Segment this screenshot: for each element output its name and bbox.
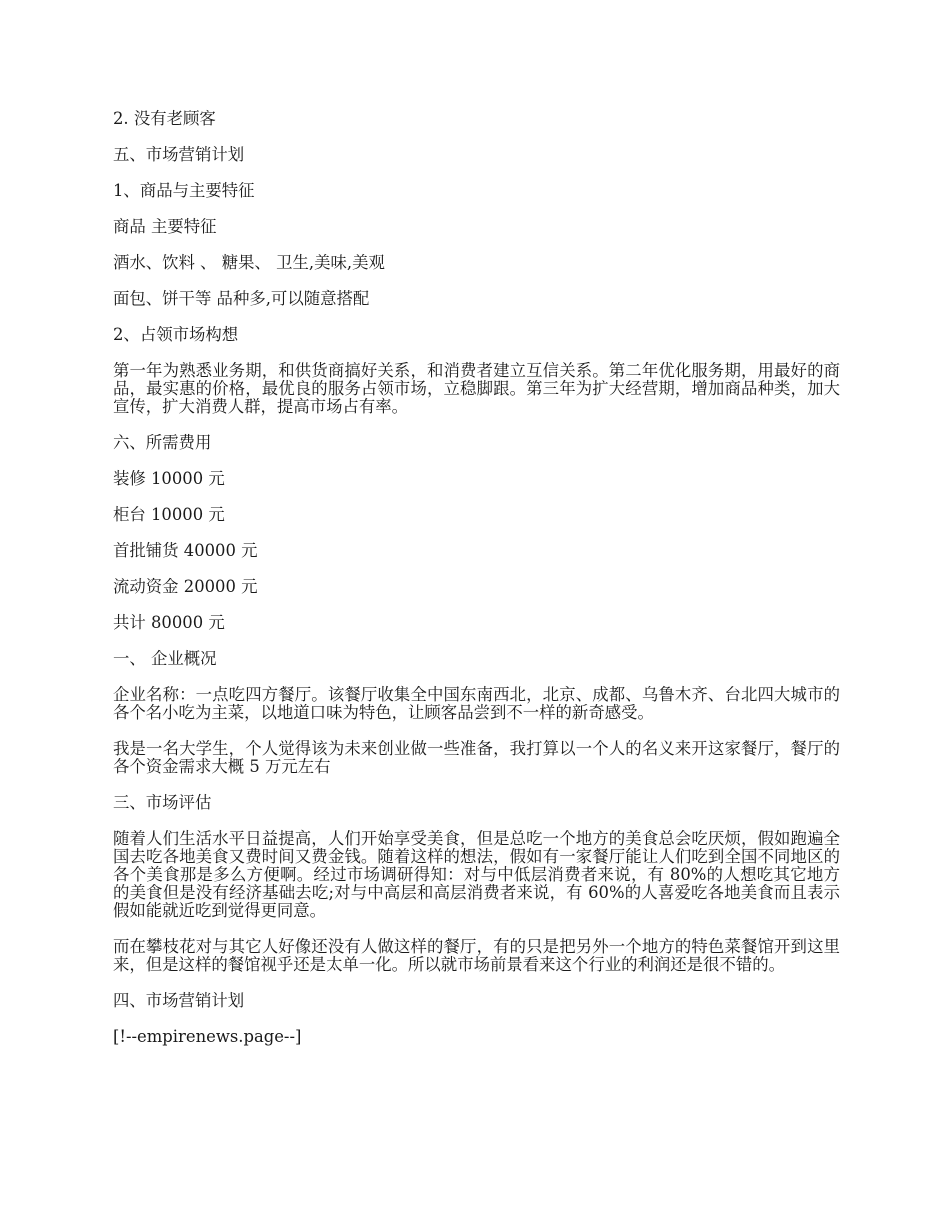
paragraph-market-outlook: 而在攀枝花对与其它人好像还没有人做这样的餐厅，有的只是把另外一个地方的特色菜餐馆开到这里来，但是这样的餐馆视乎还是太单一化。所以就市场前景看来这个行业的利润还是很不错的。 bbox=[113, 937, 840, 974]
product-line-bread: 面包、饼干等 品种多,可以随意搭配 bbox=[113, 289, 370, 308]
paragraph-company-name: 企业名称：一点吃四方餐厅。该餐厅收集全中国东南西北，北京、成都、乌鲁木齐、台北四大城市的各个名小吃为主菜，以地道口味为特色，让顾客品尝到不一样的新奇感受。 bbox=[113, 685, 840, 722]
section-heading-marketing-plan: 五、市场营销计划 bbox=[113, 145, 245, 164]
cost-line-first-stock: 首批铺货 40000 元 bbox=[113, 541, 258, 560]
section-heading-company-overview: 一、 企业概况 bbox=[113, 649, 217, 668]
cost-line-renovation: 装修 10000 元 bbox=[113, 469, 225, 488]
table-header-line: 商品 主要特征 bbox=[113, 217, 217, 236]
page-break-marker: [!--empirenews.page--] bbox=[113, 1027, 302, 1046]
list-item-no-old-customers: 2. 没有老顾客 bbox=[113, 109, 216, 128]
cost-line-total: 共计 80000 元 bbox=[113, 613, 225, 632]
cost-line-counter: 柜台 10000 元 bbox=[113, 505, 225, 524]
subheading-market-concept: 2、占领市场构想 bbox=[113, 325, 239, 344]
paragraph-market-concept: 第一年为熟悉业务期，和供货商搞好关系，和消费者建立互信关系。第二年优化服务期，用最好的商品，最实惠的价格，最优良的服务占领市场，立稳脚跟。第三年为扩大经营期，增加商品种类，加大宣传，扩大消费人群，提高市场占有率。 bbox=[113, 361, 840, 416]
paragraph-founder: 我是一名大学生，个人觉得该为未来创业做一些准备，我打算以一个人的名义来开这家餐厅，餐厅的各个资金需求大概 5 万元左右 bbox=[113, 739, 840, 776]
section-heading-marketing-plan-2: 四、市场营销计划 bbox=[113, 991, 245, 1010]
section-heading-market-assessment: 三、市场评估 bbox=[113, 793, 212, 812]
document-body bbox=[113, 110, 840, 1064]
cost-line-working-capital: 流动资金 20000 元 bbox=[113, 577, 258, 596]
product-line-drinks: 酒水、饮料 、 糖果、 卫生,美味,美观 bbox=[113, 253, 385, 272]
subheading-products-features: 1、商品与主要特征 bbox=[113, 181, 255, 200]
section-heading-costs: 六、所需费用 bbox=[113, 433, 212, 452]
paragraph-market-assessment: 随着人们生活水平日益提高，人们开始享受美食，但是总吃一个地方的美食总会吃厌烦，假如跑遍全国去吃各地美食又费时间又费金钱。随着这样的想法，假如有一家餐厅能让人们吃到全国不同地区的各个美食那是多么方便啊。经过市场调研得知：对与中低层消费者来说，有 80%的人想吃其它地方的美食但是没有经济基础去吃;对与中高层和高层消费者来说，有 60%的人喜爱吃各地美食而且表示假如能就近吃到觉得更同意。 bbox=[113, 829, 840, 920]
